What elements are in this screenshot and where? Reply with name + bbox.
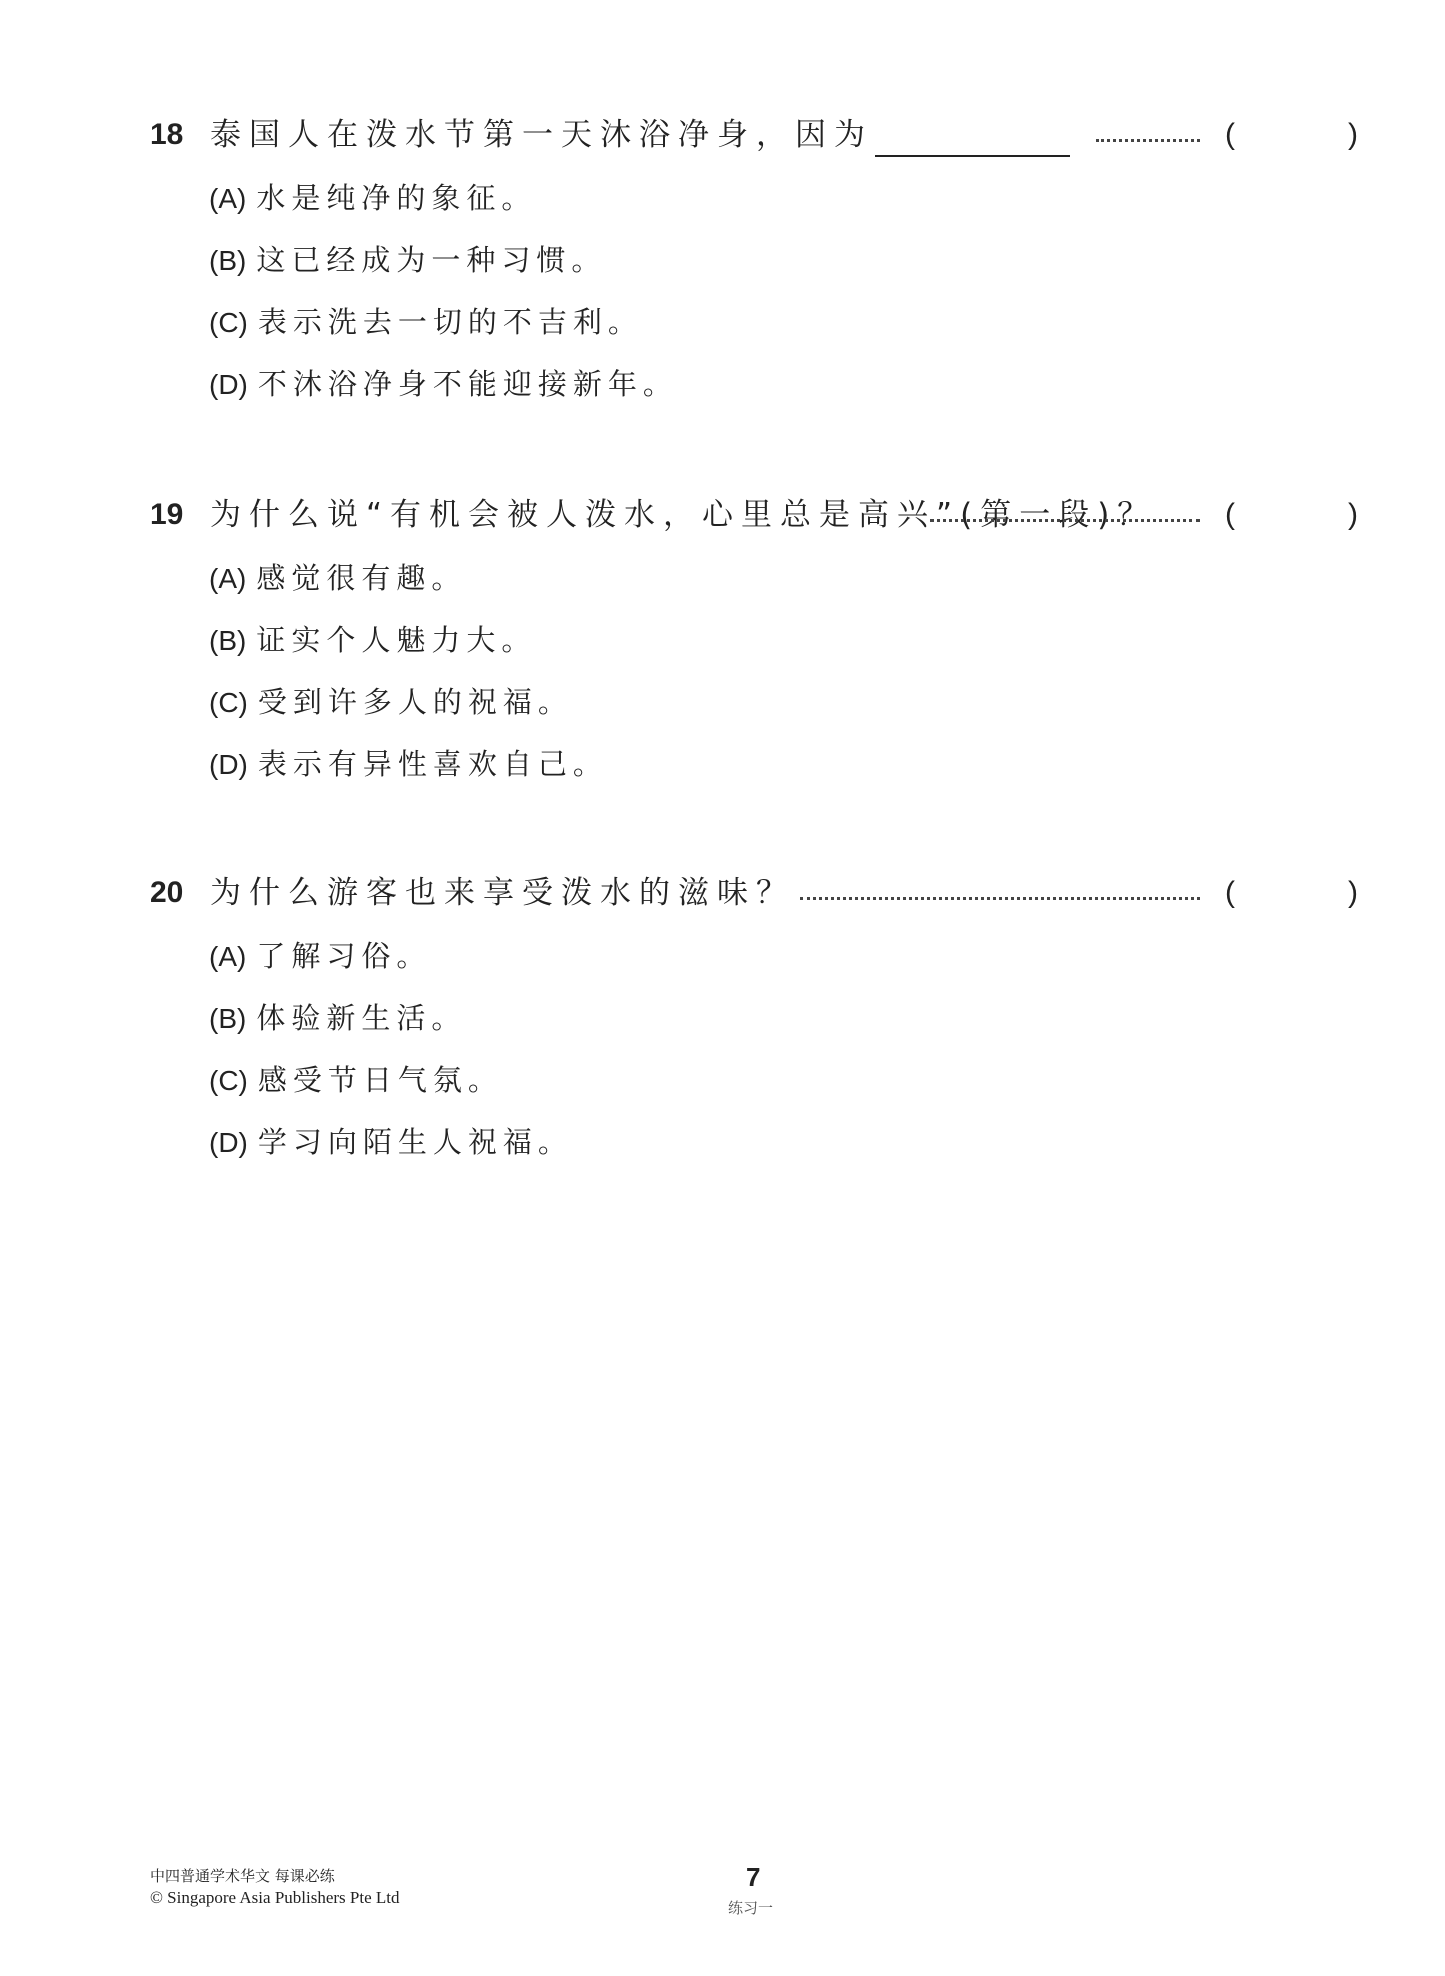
- question-number: 18: [150, 118, 184, 151]
- option-d: [209, 362, 678, 406]
- option-c: [209, 1058, 503, 1102]
- copyright: © Singapore Asia Publishers Pte Ltd: [150, 1888, 400, 1907]
- question-text: [210, 871, 795, 915]
- option-label: (B): [209, 245, 247, 276]
- page-number: 7: [746, 1862, 761, 1892]
- question-19: [150, 493, 1370, 537]
- option-label: (C): [209, 687, 248, 718]
- option-a: [209, 934, 431, 978]
- answer-paren-close: ): [1348, 876, 1358, 909]
- leader-dots: [1096, 135, 1200, 142]
- option-a: [209, 176, 536, 220]
- option-b: [209, 238, 606, 282]
- option-text: 证实个人魅力大。: [256, 623, 537, 657]
- option-label: (C): [209, 1065, 248, 1096]
- option-label: (C): [209, 307, 248, 338]
- option-label: (B): [209, 625, 247, 656]
- option-a: [209, 556, 466, 600]
- option-d: [209, 1120, 573, 1164]
- leader-dots: [930, 515, 1200, 522]
- question-stem: 为什么游客也来享受泼水的滋味？: [210, 875, 795, 911]
- answer-box[interactable]: [1240, 871, 1340, 915]
- option-text: 了解习俗。: [256, 939, 432, 973]
- book-title: 中四普通学术华文 每课必练: [150, 1867, 335, 1885]
- option-c: [209, 680, 573, 724]
- answer-blank: [875, 125, 1070, 157]
- option-label: (D): [209, 1127, 248, 1158]
- option-label: (D): [209, 749, 248, 780]
- option-text: 感觉很有趣。: [256, 561, 467, 595]
- option-text: 不沐浴净身不能迎接新年。: [257, 367, 678, 401]
- option-text: 体验新生活。: [256, 1001, 467, 1035]
- section-label: 练习一: [728, 1899, 774, 1917]
- option-c: [209, 300, 643, 344]
- option-label: (D): [209, 369, 248, 400]
- question-18: [150, 113, 1370, 157]
- answer-paren-open: (: [1225, 118, 1235, 151]
- question-20: [150, 871, 1370, 915]
- answer-paren-open: (: [1225, 498, 1235, 531]
- answer-box[interactable]: [1240, 113, 1340, 157]
- option-label: (A): [209, 941, 247, 972]
- option-b: [209, 996, 466, 1040]
- option-text: 感受节日气氛。: [257, 1063, 503, 1097]
- question-stem: 为什么说“有机会被人泼水，心里总是高兴”(第一段)？: [210, 497, 1157, 533]
- answer-box[interactable]: [1240, 493, 1340, 537]
- option-text: 受到许多人的祝福。: [257, 685, 573, 719]
- option-text: 这已经成为一种习惯。: [256, 243, 607, 277]
- answer-paren-close: ): [1348, 118, 1358, 151]
- question-text: [210, 113, 1070, 157]
- option-d: [209, 742, 608, 786]
- question-number: 20: [150, 876, 184, 909]
- option-label: (B): [209, 1003, 247, 1034]
- answer-paren-close: ): [1348, 498, 1358, 531]
- option-label: (A): [209, 563, 247, 594]
- option-label: (A): [209, 183, 247, 214]
- option-text: 表示洗去一切的不吉利。: [257, 305, 643, 339]
- option-text: 表示有异性喜欢自己。: [257, 747, 608, 781]
- option-b: [209, 618, 536, 662]
- question-number: 19: [150, 498, 184, 531]
- answer-paren-open: (: [1225, 876, 1235, 909]
- leader-dots: [800, 893, 1200, 900]
- question-stem: 泰国人在泼水节第一天沐浴净身，因为: [210, 117, 873, 153]
- option-text: 水是纯净的象征。: [256, 181, 537, 215]
- option-text: 学习向陌生人祝福。: [257, 1125, 573, 1159]
